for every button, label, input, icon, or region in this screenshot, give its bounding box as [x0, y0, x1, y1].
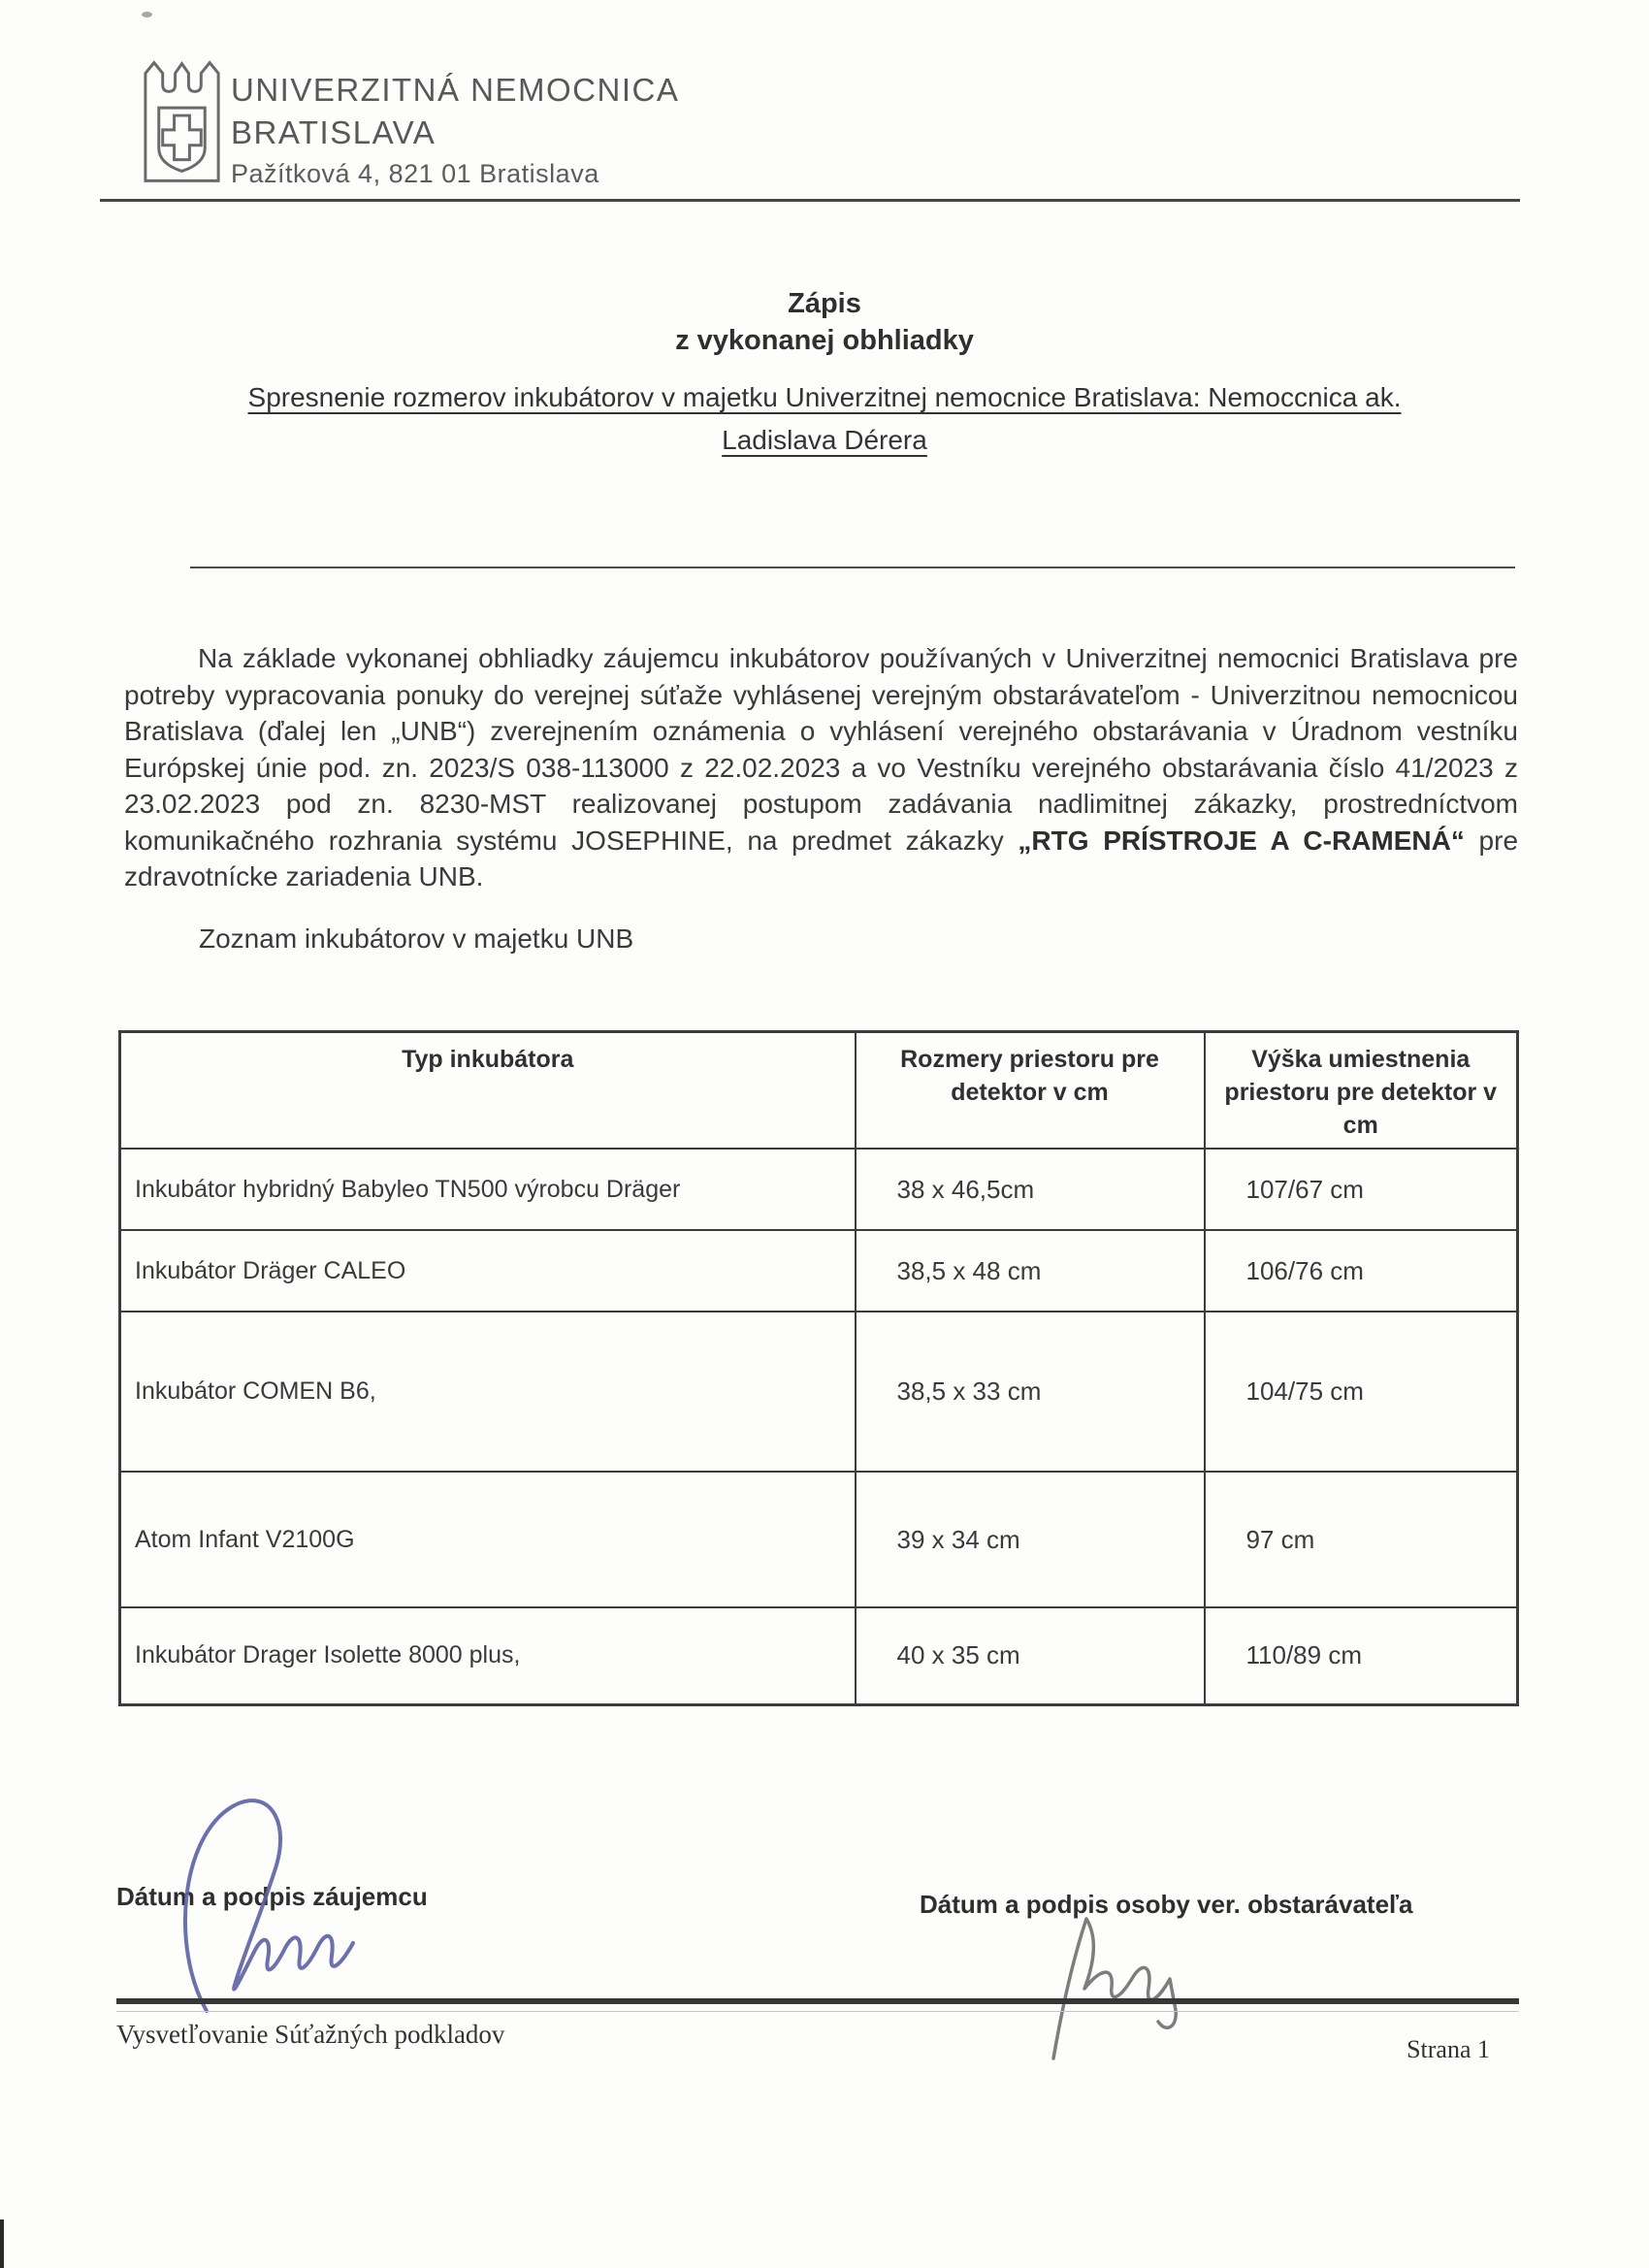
body-paragraph: [124, 640, 1518, 895]
table-row: [120, 1312, 1518, 1472]
column-header-size: Rozmery priestoru pre detektor v cm: [856, 1032, 1205, 1150]
org-name-line2: BRATISLAVA: [231, 114, 436, 150]
scan-artifact: [142, 12, 152, 17]
table-row: [120, 1472, 1518, 1607]
signature-label-contracting-authority: Dátum a podpis osoby ver. obstarávateľa: [920, 1890, 1413, 1919]
detector-size: 39 x 34 cm: [856, 1472, 1205, 1607]
paragraph-bold-text: „RTG PRÍSTROJE A C-RAMENÁ“: [1018, 825, 1465, 856]
placement-height: 106/76 cm: [1205, 1230, 1518, 1312]
subject-line2: Ladislava Dérera: [722, 425, 927, 455]
placement-height: 107/67 cm: [1205, 1149, 1518, 1230]
column-header-height: Výška umiestnenia priestoru pre detektor v cm: [1205, 1032, 1518, 1150]
footer-page-number: Strana 1: [1406, 2035, 1490, 2063]
table-intro-text: Zoznam inkubátorov v majetku UNB: [199, 923, 634, 954]
paragraph-text: Na základe vykonanej obhliadky záujemcu inkubátorov používaných v Univerzitnej nemocnici Bratislava pre potreby vypracovania ponuky do verejnej súťaže vyhlásenej verejným obstarávateľom - Univerzitnou nemocnicou Bratislava (ďalej len „UNB“) zverejnením oznámenia o vyhlásení verejného obstarávania v Úradnom vestníku Európskej únie pod. zn. 2023/S 038-113000 z 22.02.2023 a vo Vestníku verejného obstarávania číslo 41/2023 z 23.02.2023 pod zn. 8230-MST realizovanej postupom zadávania nadlimitnej zákazky, prostredníctvom komunikačného rozhrania systému JOSEPHINE, na predmet zákazky: [124, 643, 1518, 856]
subject-line1: Spresnenie rozmerov inkubátorov v majetku Univerzitnej nemocnice Bratislava: Nemoccnica ak.: [247, 382, 1402, 412]
table-row: [120, 1149, 1518, 1230]
detector-size: 40 x 35 cm: [856, 1607, 1205, 1704]
detector-size: 38,5 x 48 cm: [856, 1230, 1205, 1312]
hospital-crest-icon: [136, 58, 228, 191]
org-name-line1: UNIVERZITNÁ NEMOCNICA: [231, 72, 680, 108]
incubator-type: Inkubátor COMEN B6,: [120, 1312, 856, 1472]
placement-height: 104/75 cm: [1205, 1312, 1518, 1472]
document-title: [0, 285, 1649, 359]
table-row: [120, 1607, 1518, 1704]
document-subject: [0, 376, 1649, 462]
section-divider: [190, 567, 1515, 568]
header-divider: [100, 199, 1520, 202]
table-row: [120, 1230, 1518, 1312]
signature-label-applicant: Dátum a podpis záujemcu: [116, 1882, 428, 1911]
incubator-type: Atom Infant V2100G: [120, 1472, 856, 1607]
placement-height: 97 cm: [1205, 1472, 1518, 1607]
scan-artifact: [0, 2219, 4, 2268]
footer-document-name: Vysvetľovanie Súťažných podkladov: [116, 2020, 505, 2049]
table-header-row: [120, 1032, 1518, 1150]
detector-size: 38 x 46,5cm: [856, 1149, 1205, 1230]
title-line2: z vykonanej obhliadky: [675, 325, 974, 356]
column-header-type: Typ inkubátora: [120, 1032, 856, 1150]
incubator-type: Inkubátor Dräger CALEO: [120, 1230, 856, 1312]
incubator-table: [118, 1030, 1519, 1706]
org-address: Pažítková 4, 821 01 Bratislava: [231, 159, 599, 188]
detector-size: 38,5 x 33 cm: [856, 1312, 1205, 1472]
footer-divider-thin: [116, 2011, 1519, 2012]
incubator-type: Inkubátor hybridný Babyleo TN500 výrobcu Dräger: [120, 1149, 856, 1230]
paragraph-text: pre zdravotnícke zariadenia UNB.: [124, 825, 1519, 891]
applicant-signature-ink: [163, 1793, 454, 2025]
authority-signature-ink: [1026, 1913, 1230, 2068]
placement-height: 110/89 cm: [1205, 1607, 1518, 1704]
incubator-type: Inkubátor Drager Isolette 8000 plus,: [120, 1607, 856, 1704]
title-line1: Zápis: [788, 288, 861, 319]
footer-divider-thick: [116, 1998, 1519, 2004]
